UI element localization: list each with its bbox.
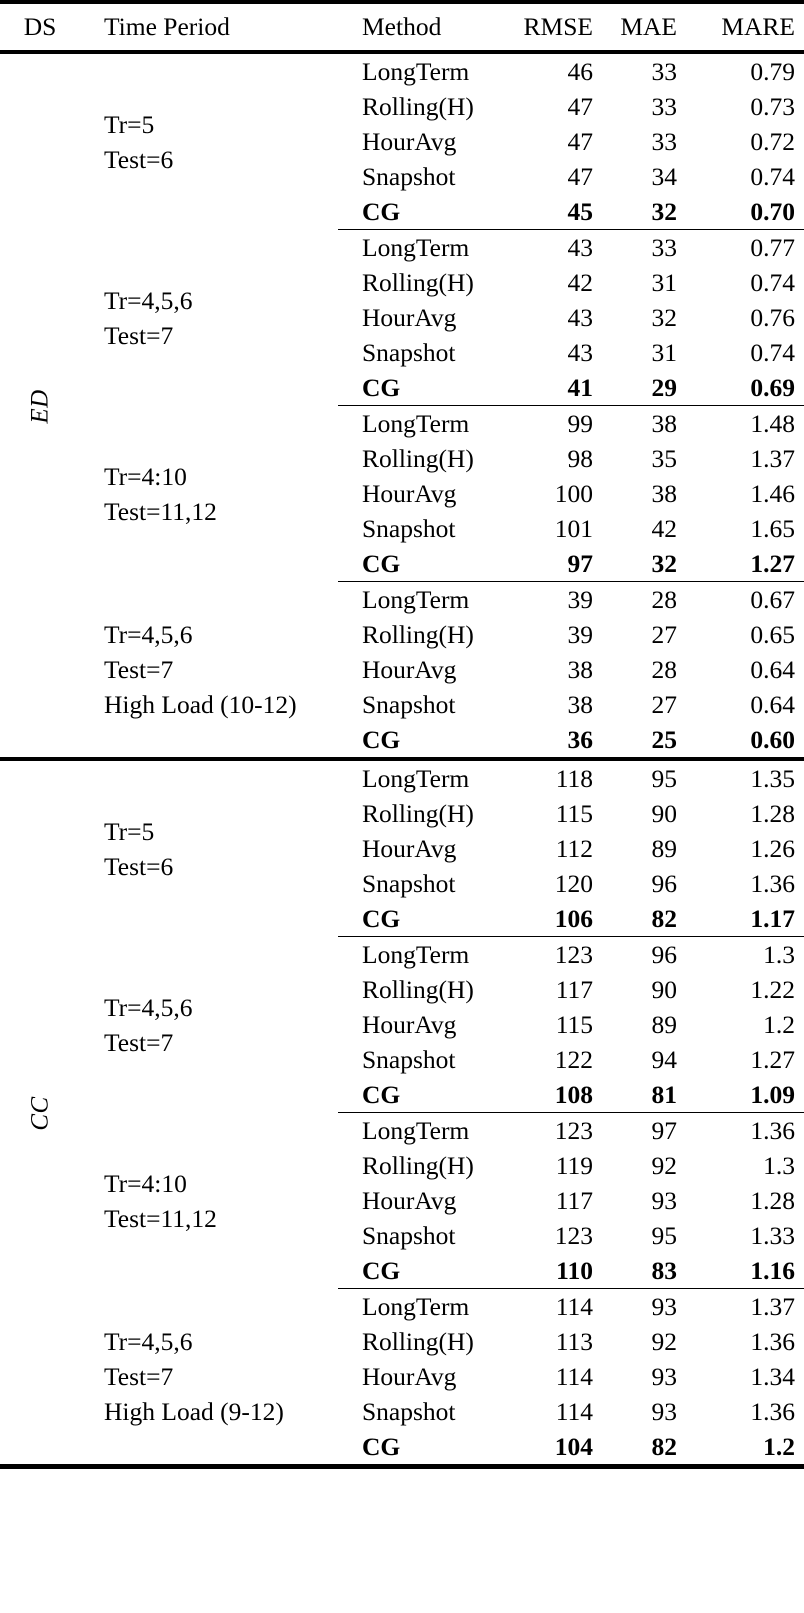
mae-cell: 29 [651,373,677,402]
mare-cell: 0.74 [750,162,795,191]
mare-cell: 0.76 [750,303,795,332]
method-cell: LongTerm [362,57,470,86]
table-row [0,406,804,441]
mare-cell: 1.17 [750,904,795,933]
mare-cell: 0.60 [750,725,795,754]
mae-cell: 93 [651,1186,677,1215]
mae-cell: 96 [651,869,677,898]
rmse-cell: 113 [555,1327,593,1356]
mae-cell: 82 [651,904,677,933]
rmse-cell: 43 [567,338,593,367]
mare-cell: 1.22 [750,975,795,1004]
rmse-cell: 119 [555,1151,593,1180]
mare-cell: 1.09 [750,1080,795,1109]
method-cell: Rolling(H) [362,1151,474,1180]
time-period-line: Tr=4,5,6 [104,285,193,315]
mae-cell: 34 [651,162,677,191]
mae-cell: 27 [651,690,677,719]
mae-cell: 90 [651,975,677,1004]
time-period-line: Tr=4,5,6 [104,992,193,1022]
mae-cell: 95 [651,1221,677,1250]
rmse-cell: 98 [567,444,593,473]
time-period-line: Tr=5 [104,816,155,846]
method-cell: Rolling(H) [362,268,474,297]
method-cell: LongTerm [362,585,470,614]
rmse-cell: 122 [554,1045,593,1074]
rmse-cell: 38 [567,690,593,719]
mare-cell: 1.36 [750,1327,795,1356]
time-period-line: Test=7 [104,1027,174,1057]
method-cell: CG [362,197,401,226]
mare-cell: 1.26 [750,834,795,863]
mare-cell: 1.34 [750,1362,795,1391]
mare-cell: 1.33 [750,1221,795,1250]
rmse-cell: 114 [555,1397,593,1426]
rmse-cell: 38 [567,655,593,684]
method-cell: LongTerm [362,409,470,438]
rmse-cell: 100 [554,479,593,508]
rmse-cell: 117 [555,975,593,1004]
mae-cell: 95 [651,764,677,793]
method-cell: Rolling(H) [362,620,474,649]
rmse-cell: 118 [555,764,593,793]
method-cell: HourAvg [362,1186,457,1215]
rmse-cell: 123 [554,1221,593,1250]
mare-cell: 1.16 [750,1256,795,1285]
mare-cell: 0.64 [750,690,795,719]
method-cell: LongTerm [362,940,470,969]
mare-cell: 1.28 [750,799,795,828]
mae-cell: 81 [651,1080,677,1109]
method-cell: Snapshot [362,869,456,898]
table-row [0,1289,804,1324]
rmse-cell: 101 [554,514,593,543]
mae-cell: 38 [651,409,677,438]
time-period-line: Tr=5 [104,109,155,139]
time-period-cell [80,1289,338,1466]
method-cell: HourAvg [362,127,457,156]
method-cell: HourAvg [362,479,457,508]
mare-cell: 0.77 [750,233,795,262]
mare-cell: 1.2 [763,1010,795,1039]
method-cell: CG [362,373,401,402]
time-period-line: Test=6 [104,851,174,881]
time-period-line: Test=11,12 [104,1203,217,1233]
mae-cell: 32 [651,303,677,332]
mae-cell: 89 [651,1010,677,1039]
method-cell: CG [362,725,401,754]
method-cell: CG [362,1080,401,1109]
rmse-cell: 47 [567,162,593,191]
rmse-cell: 97 [567,549,593,578]
rule-bottom-thin [0,1468,804,1469]
mae-cell: 96 [651,940,677,969]
rmse-cell: 114 [555,1292,593,1321]
rmse-cell: 114 [555,1362,593,1391]
mare-cell: 0.79 [750,57,795,86]
time-period-line: High Load (10-12) [104,690,297,719]
method-cell: Rolling(H) [362,799,474,828]
mae-cell: 97 [651,1116,677,1145]
rmse-cell: 43 [567,233,593,262]
mare-cell: 1.35 [750,764,795,793]
rmse-cell: 99 [567,409,593,438]
column-header-mae: MAE [620,12,677,41]
method-cell: LongTerm [362,1292,470,1321]
method-cell: HourAvg [362,834,457,863]
column-header-rmse: RMSE [523,12,593,41]
method-cell: Rolling(H) [362,92,474,121]
mare-cell: 0.73 [750,92,795,121]
rmse-cell: 115 [555,799,593,828]
mare-cell: 1.46 [750,479,795,508]
method-cell: HourAvg [362,303,457,332]
rmse-cell: 41 [567,373,593,402]
table-row [0,761,804,796]
time-period-cell [80,582,338,759]
rmse-cell: 45 [567,197,593,226]
mae-cell: 92 [651,1151,677,1180]
method-cell: CG [362,904,401,933]
mae-cell: 25 [651,725,677,754]
mae-cell: 89 [651,834,677,863]
mae-cell: 93 [651,1397,677,1426]
mare-cell: 0.74 [750,338,795,367]
rmse-cell: 43 [567,303,593,332]
rmse-cell: 110 [556,1256,593,1285]
header-row [0,4,804,52]
method-cell: HourAvg [362,1362,457,1391]
table-row [0,54,804,89]
mae-cell: 28 [651,585,677,614]
mae-cell: 35 [651,444,677,473]
method-cell: CG [362,1432,401,1461]
method-cell: Rolling(H) [362,975,474,1004]
time-period-cell [80,761,338,937]
mare-cell: 1.27 [750,1045,795,1074]
method-cell: LongTerm [362,1116,470,1145]
rmse-cell: 106 [554,904,593,933]
mae-cell: 32 [651,197,677,226]
table-row [0,937,804,972]
mae-cell: 93 [651,1292,677,1321]
rmse-cell: 117 [555,1186,593,1215]
mare-cell: 1.28 [750,1186,795,1215]
time-period-line: Test=11,12 [104,496,217,526]
method-cell: HourAvg [362,1010,457,1039]
mare-cell: 1.27 [750,549,795,578]
time-period-line: Test=6 [104,144,174,174]
method-cell: Snapshot [362,162,456,191]
mare-cell: 1.36 [750,1397,795,1426]
table-body [0,54,804,1466]
mae-cell: 33 [651,233,677,262]
mae-cell: 90 [651,799,677,828]
time-period-line: Tr=4:10 [104,461,187,491]
rmse-cell: 42 [567,268,593,297]
dataset-label: ED [26,388,54,424]
rmse-cell: 112 [555,834,593,863]
mare-cell: 1.48 [750,409,795,438]
mare-cell: 1.36 [750,1116,795,1145]
column-header-mare: MARE [721,12,795,41]
rmse-cell: 39 [567,585,593,614]
mae-cell: 93 [651,1362,677,1391]
mare-cell: 1.3 [763,1151,795,1180]
mare-cell: 1.37 [750,1292,795,1321]
rmse-cell: 123 [554,1116,593,1145]
time-period-cell [80,54,338,230]
mae-cell: 27 [651,620,677,649]
time-period-line: Test=7 [104,655,174,684]
rmse-cell: 115 [555,1010,593,1039]
dataset-label: CC [26,1095,54,1131]
method-cell: LongTerm [362,764,470,793]
table-row [0,230,804,265]
mae-cell: 28 [651,655,677,684]
mare-cell: 1.36 [750,869,795,898]
method-cell: Snapshot [362,1221,456,1250]
mare-cell: 0.74 [750,268,795,297]
time-period-line: Test=7 [104,1362,174,1391]
column-header-method: Method [362,12,442,41]
mae-cell: 92 [651,1327,677,1356]
time-period-cell [80,406,338,582]
rmse-cell: 39 [567,620,593,649]
mare-cell: 0.65 [750,620,795,649]
mae-cell: 82 [651,1432,677,1461]
mae-cell: 38 [651,479,677,508]
method-cell: Rolling(H) [362,444,474,473]
method-cell: LongTerm [362,233,470,262]
rmse-cell: 120 [554,869,593,898]
mae-cell: 83 [651,1256,677,1285]
mae-cell: 31 [651,338,677,367]
rmse-cell: 108 [554,1080,593,1109]
mare-cell: 1.2 [763,1432,795,1461]
dataset-label-cell [0,761,80,1466]
method-cell: HourAvg [362,655,457,684]
mare-cell: 1.3 [763,940,795,969]
rmse-cell: 47 [567,127,593,156]
mae-cell: 33 [651,127,677,156]
dataset-label-cell [0,54,80,759]
mae-cell: 31 [651,268,677,297]
method-cell: Snapshot [362,514,456,543]
time-period-cell [80,1113,338,1289]
time-period-cell [80,937,338,1113]
method-cell: Snapshot [362,1045,456,1074]
column-header-ds: DS [23,12,57,41]
mae-cell: 42 [651,514,677,543]
time-period-line: Tr=4:10 [104,1168,187,1198]
mare-cell: 1.65 [750,514,795,543]
method-cell: Snapshot [362,338,456,367]
table-row [0,1113,804,1148]
rmse-cell: 104 [554,1432,593,1461]
time-period-line: Tr=4,5,6 [104,1327,193,1356]
table-header [0,2,804,55]
time-period-line: Test=7 [104,320,174,350]
mare-cell: 0.72 [750,127,795,156]
column-header-time-period: Time Period [104,12,230,41]
table-footer [0,1466,804,1470]
method-cell: CG [362,1256,401,1285]
mae-cell: 33 [651,92,677,121]
time-period-cell [80,230,338,406]
method-cell: CG [362,549,401,578]
rmse-cell: 36 [567,725,593,754]
method-cell: Snapshot [362,1397,456,1426]
rmse-cell: 47 [567,92,593,121]
method-cell: Rolling(H) [362,1327,474,1356]
mae-cell: 32 [651,549,677,578]
rmse-cell: 123 [554,940,593,969]
table-row [0,582,804,617]
mae-cell: 94 [651,1045,677,1074]
method-cell: Snapshot [362,690,456,719]
time-period-line: High Load (9-12) [104,1397,284,1426]
mae-cell: 33 [651,57,677,86]
mare-cell: 1.37 [750,444,795,473]
time-period-line: Tr=4,5,6 [104,620,193,649]
mare-cell: 0.67 [750,585,795,614]
mare-cell: 0.70 [750,197,795,226]
rmse-cell: 46 [567,57,593,86]
mare-cell: 0.64 [750,655,795,684]
mare-cell: 0.69 [750,373,795,402]
